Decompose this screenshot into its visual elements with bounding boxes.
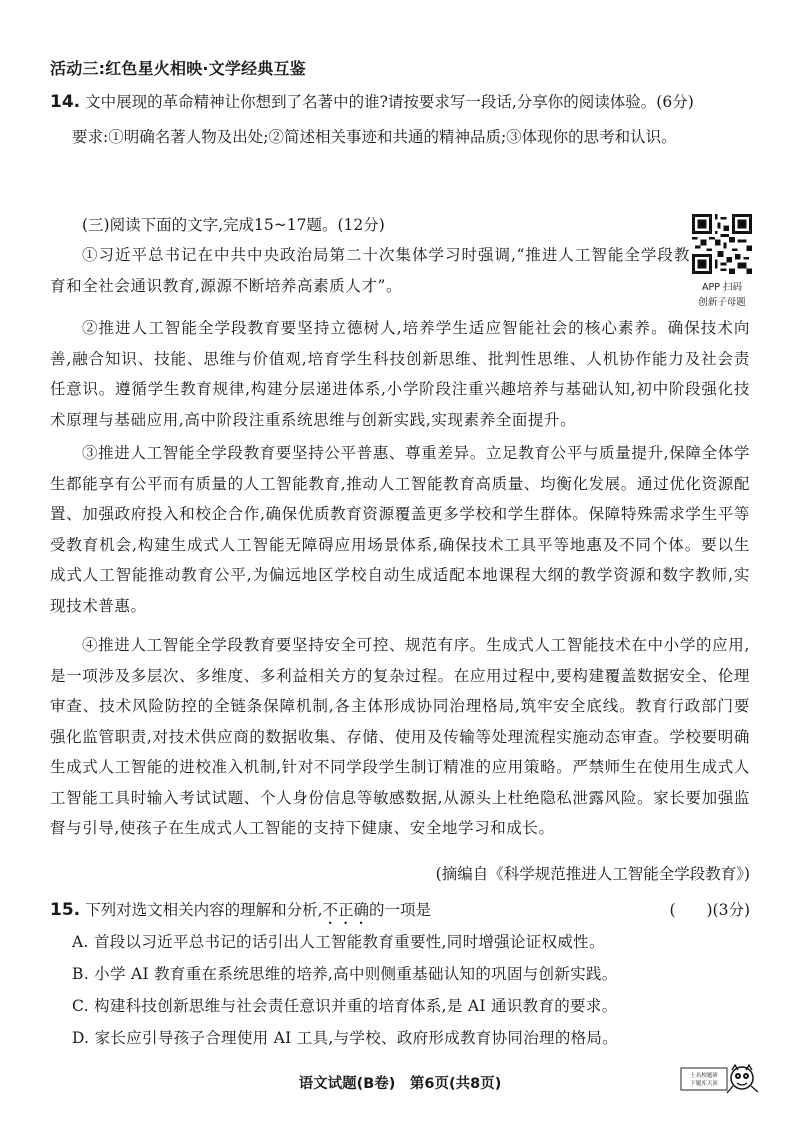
option-d[interactable]: D. 家长应引导孩子合理使用 AI 工具,与学校、政府形成教育协同治理的格局。 — [72, 1029, 619, 1047]
brand-logo — [680, 1062, 762, 1096]
question-15 — [50, 898, 750, 928]
activity-heading: 活动三:红色星火相映·文学经典互鉴 — [50, 59, 306, 78]
question-stem-before: 下列对选文相关内容的理解和分析, — [85, 901, 323, 919]
passage-paragraph-2: ②推进人工智能全学段教育要坚持立德树人,培养学生适应智能社会的核心素养。确保技术向善,融合知识、技能、思维与价值观,培育学生科技创新思维、批判性思维、人机协作能力及社会责任意识。遵循学生教育规律,构建分层递进体系,小学阶段注重兴趣培养与基础认知,初中阶段强化技术原理与基础应用,高中阶段注重系统思维与创新实践,实现素养全面提升。 — [50, 319, 750, 429]
option-b[interactable]: B. 小学 AI 教育重在系统思维的培养,高中则侧重基础认知的巩固与创新实践。 — [72, 965, 618, 983]
passage-paragraph-4: ④推进人工智能全学段教育要坚持安全可控、规范有序。生成式人工智能技术在中小学的应用,是一项涉及多层次、多维度、多利益相关方的复杂过程。在应用过程中,要构建覆盖数据安全、伦理审查、技术风险防控的全链条保障机制,各主体形成协同治理格局,筑牢安全底线。教育行政部门要强化监管职责,对技术供应商的数据收集、存储、使用及传输等处理流程实施动态审查。学校要明确生成式人工智能的进校准入机制,针对不同学段学生制订精准的应用策略。严禁师生在使用生成式人工智能工具时输入考试试题、个人身份信息等敏感数据,从源头上杜绝隐私泄露风险。家长要加强监督与引导,使孩子在生成式人工智能的支持下健康、安全地学习和成长。 — [50, 636, 750, 837]
passage-source: (摘编自《科学规范推进人工智能全学段教育》) — [435, 865, 750, 883]
option-a[interactable]: A. 首段以习近平总书记的话引出人工智能教育重要性,同时增强论证权威性。 — [72, 933, 605, 951]
question-number: 14. — [50, 92, 81, 112]
qr-caption-line-1: APP 扫码 — [702, 282, 742, 293]
qr-caption — [682, 280, 762, 310]
logo-text-line-2: 下题库天顶 — [690, 1081, 718, 1087]
question-number: 15. — [50, 900, 81, 920]
option-c[interactable]: C. 构建科技创新思维与社会责任意识并重的培育体系,是 AI 通识教育的要求。 — [72, 997, 618, 1015]
mascot-icon — [727, 1065, 758, 1093]
logo-text-line-1: 上名校题研 — [690, 1073, 718, 1079]
qr-code-icon[interactable] — [692, 214, 752, 274]
passage-paragraph-3: ③推进人工智能全学段教育要坚持公平普惠、尊重差异。立足教育公平与质量提升,保障全体学生都能享有公平而有质量的人工智能教育,推动人工智能教育高质量、均衡化发展。通过优化资源配置、加强政府投入和校企合作,确保优质教育资源覆盖更多学校和学生群体。保障特殊需求学生平等受教育机会,构建生成式人工智能无障碍应用场景体系,确保技术工具平等地惠及不同个体。要以生成式人工智能推动教育公平,为偏远地区学校自动生成适配本地课程大纲的教学资源和数字教师,实现技术普惠。 — [50, 444, 750, 615]
question-stem-after: 的一项是 — [369, 901, 432, 919]
qr-caption-line-2: 创新子母题 — [698, 297, 746, 308]
passage-paragraph-1: ①习近平总书记在中共中央政治局第二十次集体学习时强调,“推进人工智能全学段教育和全社会通识教育,源源不断培养高素质人才”。 — [50, 246, 690, 295]
page-footer: 语文试题(B卷) 第6页(共8页) — [298, 1076, 502, 1092]
question-14-requirement: 要求:①明确名著人物及出处;②简述相关事迹和共通的精神品质;③体现你的思考和认识。 — [72, 128, 677, 146]
section-instruction: (三)阅读下面的文字,完成15~17题。(12分) — [82, 216, 385, 234]
question-14 — [50, 90, 750, 112]
answer-blank[interactable]: ( )(3分) — [669, 901, 750, 919]
question-text: 文中展现的革命精神让你想到了名著中的谁?请按要求写一段话,分享你的阅读体验。(6分) — [85, 93, 694, 111]
question-stem-emphasis: 不正确 — [322, 901, 370, 919]
